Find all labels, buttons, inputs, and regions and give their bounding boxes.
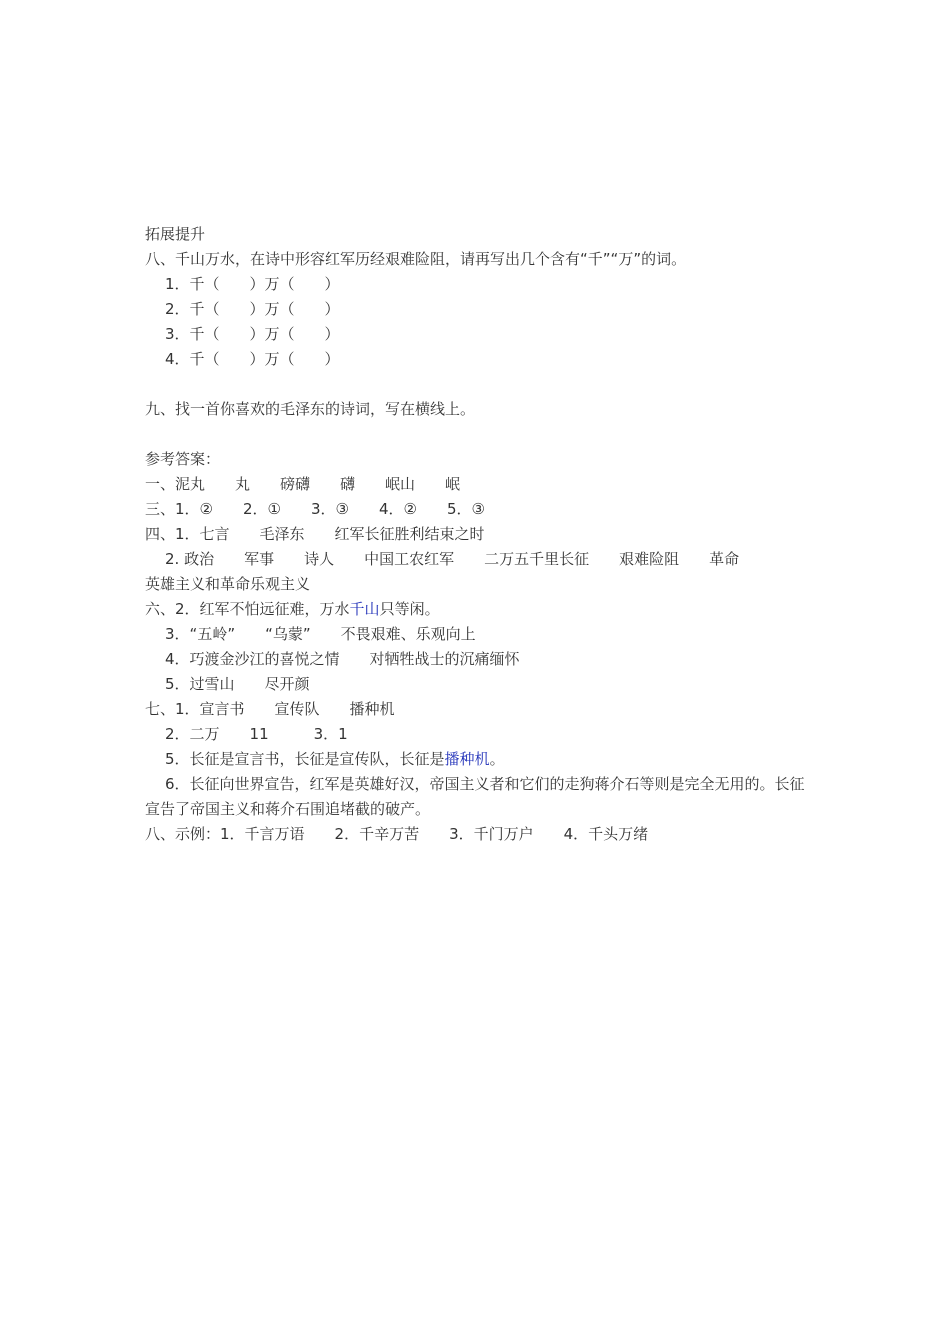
answer-6-2 [145, 597, 810, 622]
answer-6-2-tail: 只等闲。 [379, 600, 440, 618]
answer-7-6: 6．长征向世界宣告，红军是英雄好汉，帝国主义者和它们的走狗蒋介石等则是完全无用的。长征宣告了帝国主义和蒋介石围追堵截的破产。 [145, 775, 805, 818]
answer-7-5-text: 5．长征是宣言书，长征是宣传队，长征是 [165, 750, 445, 768]
answer-8: 八、示例：1．千言万语 2．千辛万苦 3．千门万户 4．千头万绪 [145, 825, 649, 843]
answer-7-5 [145, 747, 810, 772]
answer-1: 一、泥丸 丸 磅礴 礴 岷山 岷 [145, 475, 461, 493]
answers-heading: 参考答案： [145, 450, 221, 468]
answer-4-2-line-2: 英雄主义和革命乐观主义 [145, 575, 311, 593]
document-page [145, 222, 810, 847]
answer-7-2: 2．二万 11 3．1 [165, 725, 348, 743]
answer-4-2-line-1: 2. 政治 军事 诗人 中国工农红军 二万五千里长征 艰难险阻 革命 [165, 550, 740, 568]
question-8-item-1: 1．千（ ）万（ ） [165, 275, 340, 293]
answer-6-3: 3．“五岭” “乌蒙” 不畏艰难、乐观向上 [165, 625, 476, 643]
answer-4-1: 四、1．七言 毛泽东 红军长征胜利结束之时 [145, 525, 485, 543]
question-8-item-2: 2．千（ ）万（ ） [165, 300, 340, 318]
answer-6-2-text: 六、2．红军不怕远征难，万水 [145, 600, 350, 618]
answer-6-5: 5．过雪山 尽开颜 [165, 675, 310, 693]
answer-3: 三、1．② 2．① 3．③ 4．② 5．③ [145, 500, 485, 518]
answer-6-4: 4．巧渡金沙江的喜悦之情 对牺牲战士的沉痛缅怀 [165, 650, 520, 668]
question-8-item-4: 4．千（ ）万（ ） [165, 350, 340, 368]
question-9-prompt: 九、找一首你喜欢的毛泽东的诗词，写在横线上。 [145, 400, 476, 418]
answer-7-5-highlight: 播种机 [444, 750, 490, 768]
answer-7-5-tail: 。 [489, 750, 505, 768]
question-8-prompt: 八、千山万水，在诗中形容红军历经艰难险阻，请再写出几个含有“千”“万”的词。 [145, 250, 687, 268]
answer-6-2-highlight: 千山 [349, 600, 380, 618]
spacer [145, 422, 810, 447]
section-title: 拓展提升 [145, 225, 206, 243]
answer-7-1: 七、1．宣言书 宣传队 播种机 [145, 700, 395, 718]
spacer [145, 372, 810, 397]
question-8-item-3: 3．千（ ）万（ ） [165, 325, 340, 343]
